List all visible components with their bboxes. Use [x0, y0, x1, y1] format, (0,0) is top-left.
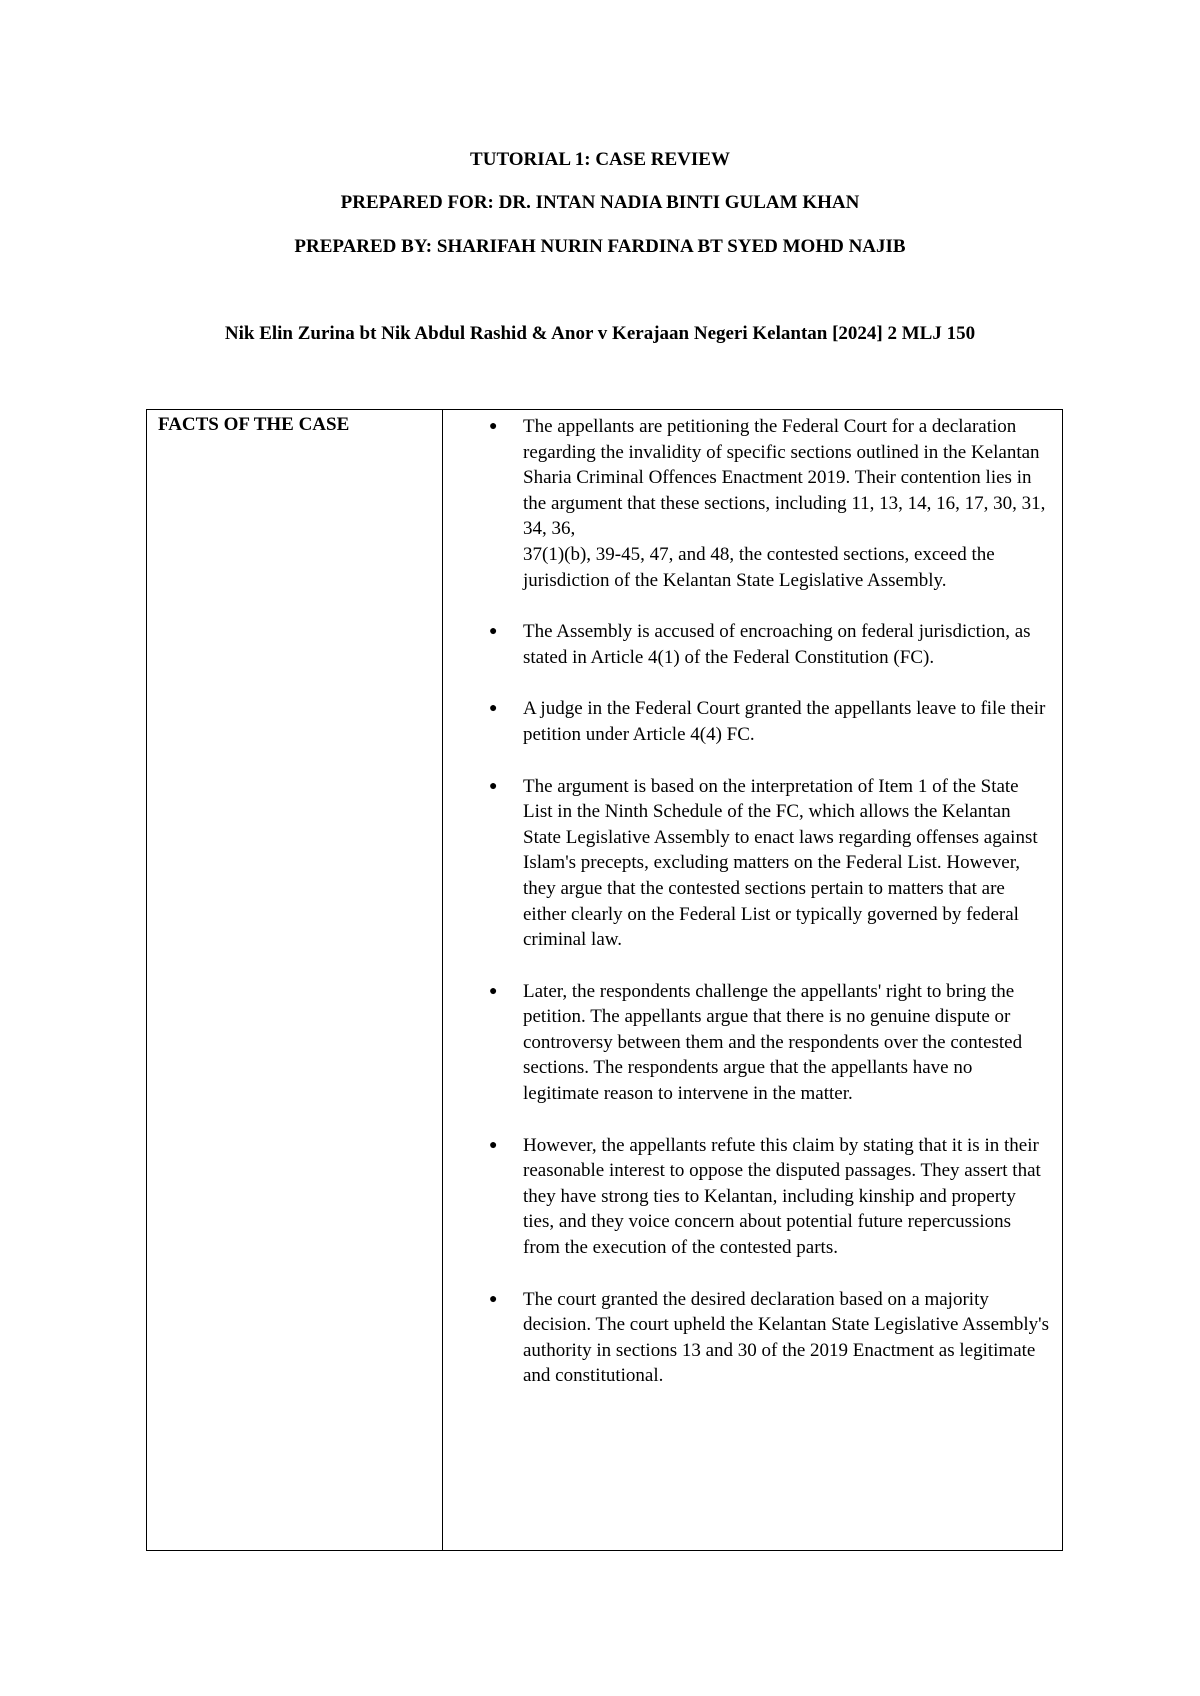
- prepared-for: PREPARED FOR: DR. INTAN NADIA BINTI GULAM KHAN: [340, 192, 860, 213]
- fact-text: The argument is based on the interpretation of Item 1 of the State List in the Ninth Schedule of the FC, which allows the Kelantan State Legislative Assembly to enact laws regarding offenses against Islam's precepts, excluding matters on the Federal List. However, they argue that the contested sections pertain to matters that are either clearly on the Federal List or typically governed by federal criminal law.: [523, 775, 1038, 951]
- list-item: [443, 1133, 1050, 1261]
- bullet-icon: ●: [489, 624, 498, 640]
- prepared-by: PREPARED BY: SHARIFAH NURIN FARDINA BT SYED MOHD NAJIB: [294, 236, 906, 257]
- list-item: [443, 696, 1050, 747]
- list-item: [443, 979, 1050, 1107]
- table-row: [147, 410, 1063, 1551]
- list-item: [443, 774, 1050, 953]
- list-item: [443, 619, 1050, 670]
- facts-list: [443, 410, 1062, 1389]
- bullet-icon: ●: [489, 1137, 498, 1153]
- list-item: [443, 414, 1050, 593]
- bullet-icon: ●: [489, 1291, 498, 1307]
- facts-cell: [443, 410, 1063, 1551]
- fact-text-continuation: 37(1)(b), 39-45, 47, and 48, the contested sections, exceed the jurisdiction of the Kelantan State Legislative Assembly.: [523, 543, 995, 591]
- fact-text: A judge in the Federal Court granted the appellants leave to file their petition under Article 4(4) FC.: [523, 698, 1046, 745]
- list-item: [443, 1287, 1050, 1389]
- row-label-cell: [147, 410, 443, 1551]
- fact-text: Later, the respondents challenge the appellants' right to bring the petition. The appellants argue that there is no genuine dispute or controversy between them and the respondents over the contested sections. The respondents argue that the appellants have no legitimate reason to intervene in the matter.: [523, 980, 1023, 1105]
- tutorial-title: TUTORIAL 1: CASE REVIEW: [470, 149, 730, 170]
- fact-text: However, the appellants refute this claim by stating that it is in their reasonable interest to oppose the disputed passages. They assert that they have strong ties to Kelantan, including kinship and property ties, and they voice concern about potential future repercussions from the execution of the contested parts.: [523, 1134, 1041, 1259]
- fact-text: The court granted the desired declaration based on a majority decision. The court upheld the Kelantan State Legislative Assembly's authority in sections 13 and 30 of the 2019 Enactment as legitimate and constitutional.: [523, 1288, 1049, 1387]
- bullet-icon: ●: [489, 778, 498, 794]
- fact-text: The appellants are petitioning the Federal Court for a declaration regarding the invalidity of specific sections outlined in the Kelantan Sharia Criminal Offences Enactment 2019. Their contention lies in the argument that these sections, including 11, 13, 14, 16, 17, 30, 31, 34, 36,: [523, 416, 1046, 540]
- case-citation: Nik Elin Zurina bt Nik Abdul Rashid & Anor v Kerajaan Negeri Kelantan [2024] 2 MLJ 150: [224, 323, 976, 344]
- bullet-icon: ●: [489, 983, 498, 999]
- row-label: FACTS OF THE CASE: [158, 414, 350, 435]
- bullet-icon: ●: [489, 419, 498, 434]
- bullet-icon: ●: [489, 701, 498, 717]
- case-review-table: [146, 409, 1063, 1551]
- fact-text: The Assembly is accused of encroaching on federal jurisdiction, as stated in Article 4(1) of the Federal Constitution (FC).: [523, 621, 1031, 668]
